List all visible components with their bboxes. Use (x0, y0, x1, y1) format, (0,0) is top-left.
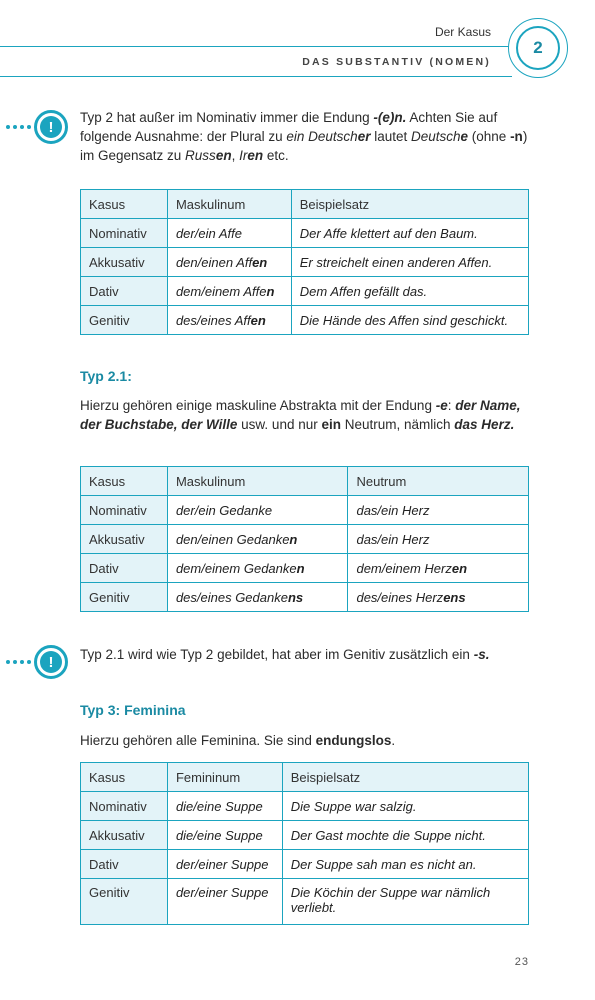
table-cell (291, 248, 528, 277)
table-typ3-feminina (80, 762, 529, 925)
text-run: en (215, 148, 232, 163)
table-cell (81, 879, 168, 925)
table-cell (167, 792, 282, 821)
table-cell (167, 525, 348, 554)
text-run: ein (321, 417, 341, 432)
table-cell (81, 219, 168, 248)
text-run: Nominativ (89, 502, 147, 518)
text-run: dem/einem Herz (356, 560, 452, 576)
table-cell (81, 821, 168, 850)
text-run: Typ 2.1 wird wie Typ 2 gebildet, hat aber im Genitiv zusätzlich ein (80, 647, 474, 662)
text-run: Die Köchin der Suppe war nämlich verliebt. (290, 885, 491, 915)
text-run: : (447, 398, 456, 413)
paragraph-typ-2-1 (80, 396, 540, 434)
table-header-cell: Kasus (81, 467, 168, 496)
text-run: Typ 2 hat außer im Nominativ immer die Endung (80, 110, 374, 125)
text-run: Nominativ (89, 225, 147, 241)
table-cell (81, 277, 168, 306)
text-run: Der Suppe sah man es nicht an. (290, 856, 477, 872)
table-cell (167, 306, 291, 335)
text-run: ) im Gegensatz zu (80, 129, 528, 163)
text-run: . (391, 733, 396, 748)
text-run: (ohne (468, 129, 511, 144)
text-run: die/eine Suppe (175, 798, 263, 814)
table-cell (348, 496, 529, 525)
text-run: Dativ (89, 283, 119, 299)
table-header-cell: Kasus (81, 190, 168, 219)
table-row (81, 792, 529, 821)
table-typ2-1 (80, 466, 529, 612)
text-run: Akkusativ (89, 531, 145, 547)
text-run: der/ein Affe (175, 225, 242, 241)
table-cell (282, 850, 528, 879)
text-run: das Herz. (454, 417, 515, 432)
table-header-cell: Beispielsatz (291, 190, 528, 219)
text-run: der/einer Suppe (175, 856, 269, 872)
table-row (81, 525, 529, 554)
text-run: Der Gast mochte die Suppe nicht. (290, 827, 486, 843)
text-run: Akkusativ (89, 827, 145, 843)
text-run: -(e)n. (373, 110, 407, 125)
text-run: Hierzu gehören einige maskuline Abstrakta mit der Endung (80, 398, 436, 413)
text-run: -s. (473, 647, 490, 662)
text-run: en (250, 312, 266, 328)
exclamation-circle-icon: ! (6, 110, 68, 144)
text-run: Die Suppe war salzig. (290, 798, 417, 814)
table-cell (348, 525, 529, 554)
chapter-badge: 2 (516, 26, 560, 70)
table-cell (282, 879, 528, 925)
text-run: den/einen Gedanke (175, 531, 290, 547)
text-run: ein Deutsch (286, 129, 358, 144)
table-row (81, 306, 529, 335)
table-cell (81, 554, 168, 583)
table-cell (291, 219, 528, 248)
table-cell (291, 277, 528, 306)
text-run: Er streichelt einen anderen Affen. (299, 254, 493, 270)
table-cell (167, 583, 348, 612)
text-run: Genitiv (89, 589, 130, 605)
table-cell (81, 792, 168, 821)
text-run: ns (287, 589, 304, 605)
text-run: Genitiv (89, 312, 130, 328)
running-title: Der Kasus (434, 25, 491, 39)
text-run: Deutsch (410, 129, 461, 144)
text-run: en (252, 254, 268, 270)
text-run: das/ein Herz (356, 531, 430, 547)
text-run: der/ein Gedanke (175, 502, 273, 518)
table-cell (167, 248, 291, 277)
table-cell (282, 821, 528, 850)
text-run: des/eines Gedanke (175, 589, 288, 605)
table-header-cell: Maskulinum (167, 190, 291, 219)
text-run: Die Hände des Affen sind geschickt. (299, 312, 509, 328)
table-row (81, 583, 529, 612)
text-run: Russ (185, 148, 216, 163)
text-run: Neutrum, nämlich (341, 417, 455, 432)
section-title: DAS SUBSTANTIV (NOMEN) (302, 56, 491, 68)
text-run: , (231, 148, 240, 163)
text-run: ens (443, 589, 466, 605)
exclamation-circle-icon: ! (6, 645, 68, 679)
text-run: Dativ (89, 856, 119, 872)
heading-typ-2-1: Typ 2.1: (80, 368, 132, 384)
table-row (81, 248, 529, 277)
text-run: er (357, 129, 371, 144)
table-cell (81, 525, 168, 554)
table-cell (81, 248, 168, 277)
note-typ2 (80, 108, 540, 165)
table-row (81, 821, 529, 850)
text-run: usw. und nur (237, 417, 322, 432)
text-run: das/ein Herz (356, 502, 430, 518)
table-cell (81, 306, 168, 335)
table-cell (167, 554, 348, 583)
table-cell (81, 496, 168, 525)
table-cell (282, 792, 528, 821)
text-run: Ir (239, 148, 248, 163)
table-typ2-maskulinum (80, 189, 529, 335)
table-cell (348, 583, 529, 612)
text-run: n (296, 560, 305, 576)
page-number: 23 (514, 956, 529, 968)
text-run: n (289, 531, 298, 547)
table-header-cell: Neutrum (348, 467, 529, 496)
table-cell (167, 219, 291, 248)
table-header-cell: Femininum (167, 763, 282, 792)
text-run: den/einen Aff (175, 254, 253, 270)
text-run: endungslos (315, 733, 392, 748)
text-run: -e (435, 398, 448, 413)
text-run: Achten Sie auf folgende Ausnahme: der Plural zu (80, 110, 498, 144)
table-row (81, 277, 529, 306)
paragraph-typ-3 (80, 731, 540, 750)
text-run: dem/einem Affe (175, 283, 267, 299)
text-run: etc. (263, 148, 289, 163)
table-cell (167, 850, 282, 879)
table-cell (167, 496, 348, 525)
text-run: -n (510, 129, 523, 144)
text-run: e (460, 129, 469, 144)
table-row (81, 850, 529, 879)
text-run: Hierzu gehören alle Feminina. Sie sind (80, 733, 316, 748)
text-run: Akkusativ (89, 254, 145, 270)
text-run: Genitiv (89, 885, 130, 900)
text-run: en (451, 560, 468, 576)
table-row (81, 554, 529, 583)
text-run: dem/einem Gedanke (175, 560, 297, 576)
text-run: Dativ (89, 560, 119, 576)
table-header-cell: Beispielsatz (282, 763, 528, 792)
text-run: Nominativ (89, 798, 147, 814)
text-run: Dem Affen gefällt das. (299, 283, 428, 299)
table-cell (167, 821, 282, 850)
table-row (81, 219, 529, 248)
table-row (81, 879, 529, 925)
table-cell (348, 554, 529, 583)
text-run: n (266, 283, 275, 299)
table-cell (291, 306, 528, 335)
text-run: der Name, der Buchstabe, der Wille (80, 398, 521, 432)
text-run: lautet (370, 129, 411, 144)
text-run: en (247, 148, 264, 163)
table-row (81, 496, 529, 525)
text-run: der/einer Suppe (175, 885, 269, 900)
heading-typ-3: Typ 3: Feminina (80, 702, 186, 718)
text-run: die/eine Suppe (175, 827, 263, 843)
text-run: des/eines Aff (175, 312, 251, 328)
note-typ2-1 (80, 645, 550, 664)
table-header-cell: Kasus (81, 763, 168, 792)
table-header-cell: Maskulinum (167, 467, 348, 496)
table-cell (81, 850, 168, 879)
header-rule-top (0, 46, 512, 47)
text-run: Der Affe klettert auf den Baum. (299, 225, 478, 241)
header-rule-bottom (0, 76, 512, 77)
table-cell (167, 277, 291, 306)
table-cell (167, 879, 282, 925)
table-cell (81, 583, 168, 612)
text-run: des/eines Herz (356, 589, 444, 605)
